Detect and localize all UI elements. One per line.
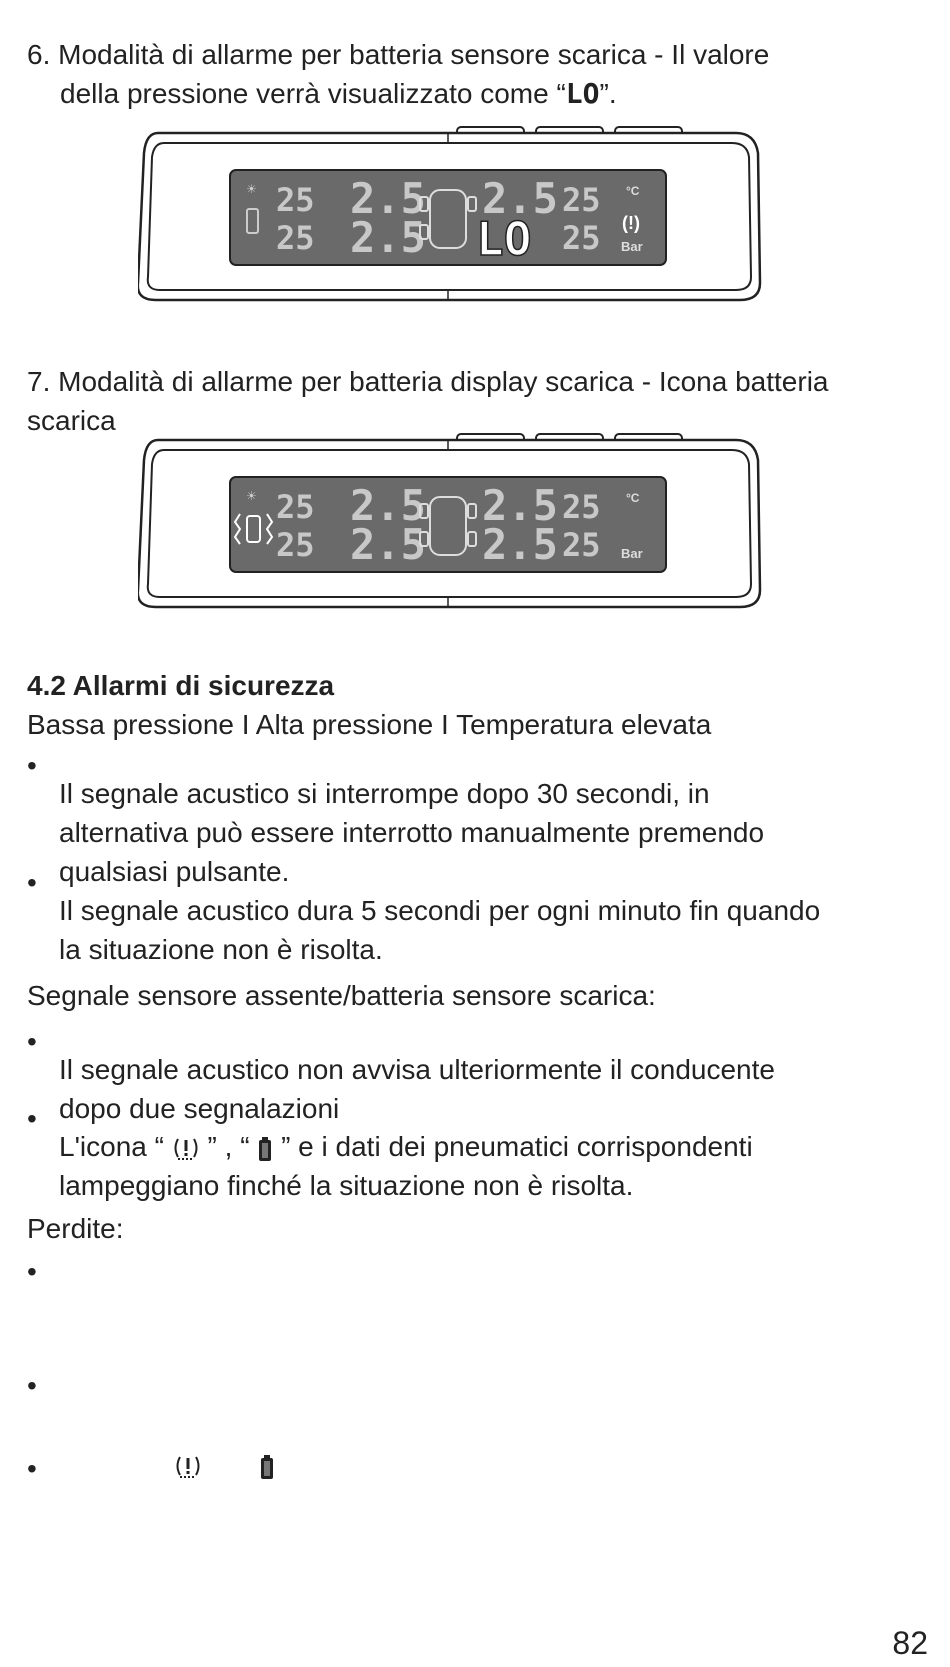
lcd-reading-rl-temp: 25 (276, 219, 315, 257)
lcd2-reading-rr-temp: 25 (562, 526, 601, 564)
sensor-bullet-2-line1 (59, 1126, 753, 1167)
battery-icon (259, 1453, 275, 1481)
lcd-reading-fr-pressure: 2.5 (482, 174, 558, 223)
section7-line1: 7. Modalità di allarme per batteria display scarica - Icona batteria (27, 366, 829, 397)
lcd2-reading-rr-pressure: 2.5 (482, 520, 558, 569)
sensor-bullet-2-line2: lampeggiano finché la situazione non è risolta. (59, 1170, 634, 1201)
section6-line1: 6. Modalità di allarme per batteria sensore scarica - Il valore (27, 39, 770, 70)
tpms-display-display-battery-low (138, 432, 813, 612)
lcd2-reading-fr-temp: 25 (562, 488, 601, 526)
lcd-lo-indicator: LO (476, 212, 532, 266)
lcd2-reading-fl-pressure: 2.5 (350, 481, 426, 530)
section6-line2-end: ”. (599, 78, 617, 109)
unit-bar: Bar (621, 546, 643, 561)
lcd-reading-fl-pressure: 2.5 (350, 174, 426, 223)
lo-glyph: LO (565, 77, 600, 110)
section42-heading: 4.2 Allarmi di sicurezza (27, 670, 335, 701)
battery-icon (257, 1136, 273, 1162)
tire-warning-icon: (!) (622, 213, 640, 233)
alarm-bullet-1-line1: Il segnale acustico si interrompe dopo 30 secondi, in (59, 778, 710, 809)
section7-line2: scarica (27, 405, 116, 436)
alarm-bullet-1-line3: qualsiasi pulsante. (59, 856, 290, 887)
tire-warning-icon (172, 1136, 200, 1162)
unit-celsius: °C (626, 491, 640, 505)
sensor-bullet-2-text-c: ” e i dati dei pneumatici corrispondenti (273, 1131, 753, 1162)
alarm-bullet-2-line2: la situazione non è risolta. (59, 934, 383, 965)
section6-line2 (60, 73, 617, 114)
tpms-display-sensor-battery-low (138, 125, 813, 305)
tire-warning-icon (174, 1453, 202, 1481)
sun-icon: ☀ (246, 489, 257, 503)
section42-subtitle: Bassa pressione I Alta pressione I Temperatura elevata (27, 709, 712, 740)
lcd-reading-rl-pressure: 2.5 (350, 213, 426, 262)
lcd-reading-rr-temp: 25 (562, 219, 601, 257)
sensor-bullet-2-text-b: ” , “ (199, 1131, 258, 1162)
sensor-bullet-2-text-a: L'icona “ (59, 1131, 172, 1162)
leak-section-heading: Perdite: (27, 1213, 124, 1244)
sun-icon: ☀ (246, 182, 257, 196)
bullet-symbol: • (27, 1453, 37, 1484)
unit-celsius: °C (626, 184, 640, 198)
bullet-symbol: • (27, 1370, 37, 1401)
lcd2-reading-fl-temp: 25 (276, 488, 315, 526)
sensor-bullet-1-line1: Il segnale acustico non avvisa ulteriormente il conducente (59, 1054, 775, 1085)
lcd2-reading-rl-temp: 25 (276, 526, 315, 564)
bullet-symbol: • (27, 1103, 37, 1134)
unit-bar: Bar (621, 239, 643, 254)
section6-line2-text: della pressione verrà visualizzato come “ (60, 78, 566, 109)
sensor-section-heading: Segnale sensore assente/batteria sensore scarica: (27, 980, 656, 1011)
lcd-reading-fl-temp: 25 (276, 181, 315, 219)
bullet-symbol: • (27, 750, 37, 781)
lcd-reading-fr-temp: 25 (562, 181, 601, 219)
bullet-symbol: • (27, 1256, 37, 1287)
bullet-symbol: • (27, 1026, 37, 1057)
alarm-bullet-1-line2: alternativa può essere interrotto manualmente premendo (59, 817, 765, 848)
sensor-bullet-1-line2: dopo due segnalazioni (59, 1093, 340, 1124)
page-number: 82 (892, 1625, 928, 1661)
alarm-bullet-2-line1: Il segnale acustico dura 5 secondi per ogni minuto fin quando (59, 895, 821, 926)
lcd2-reading-fr-pressure: 2.5 (482, 481, 558, 530)
bullet-symbol: • (27, 867, 37, 898)
lcd2-reading-rl-pressure: 2.5 (350, 520, 426, 569)
